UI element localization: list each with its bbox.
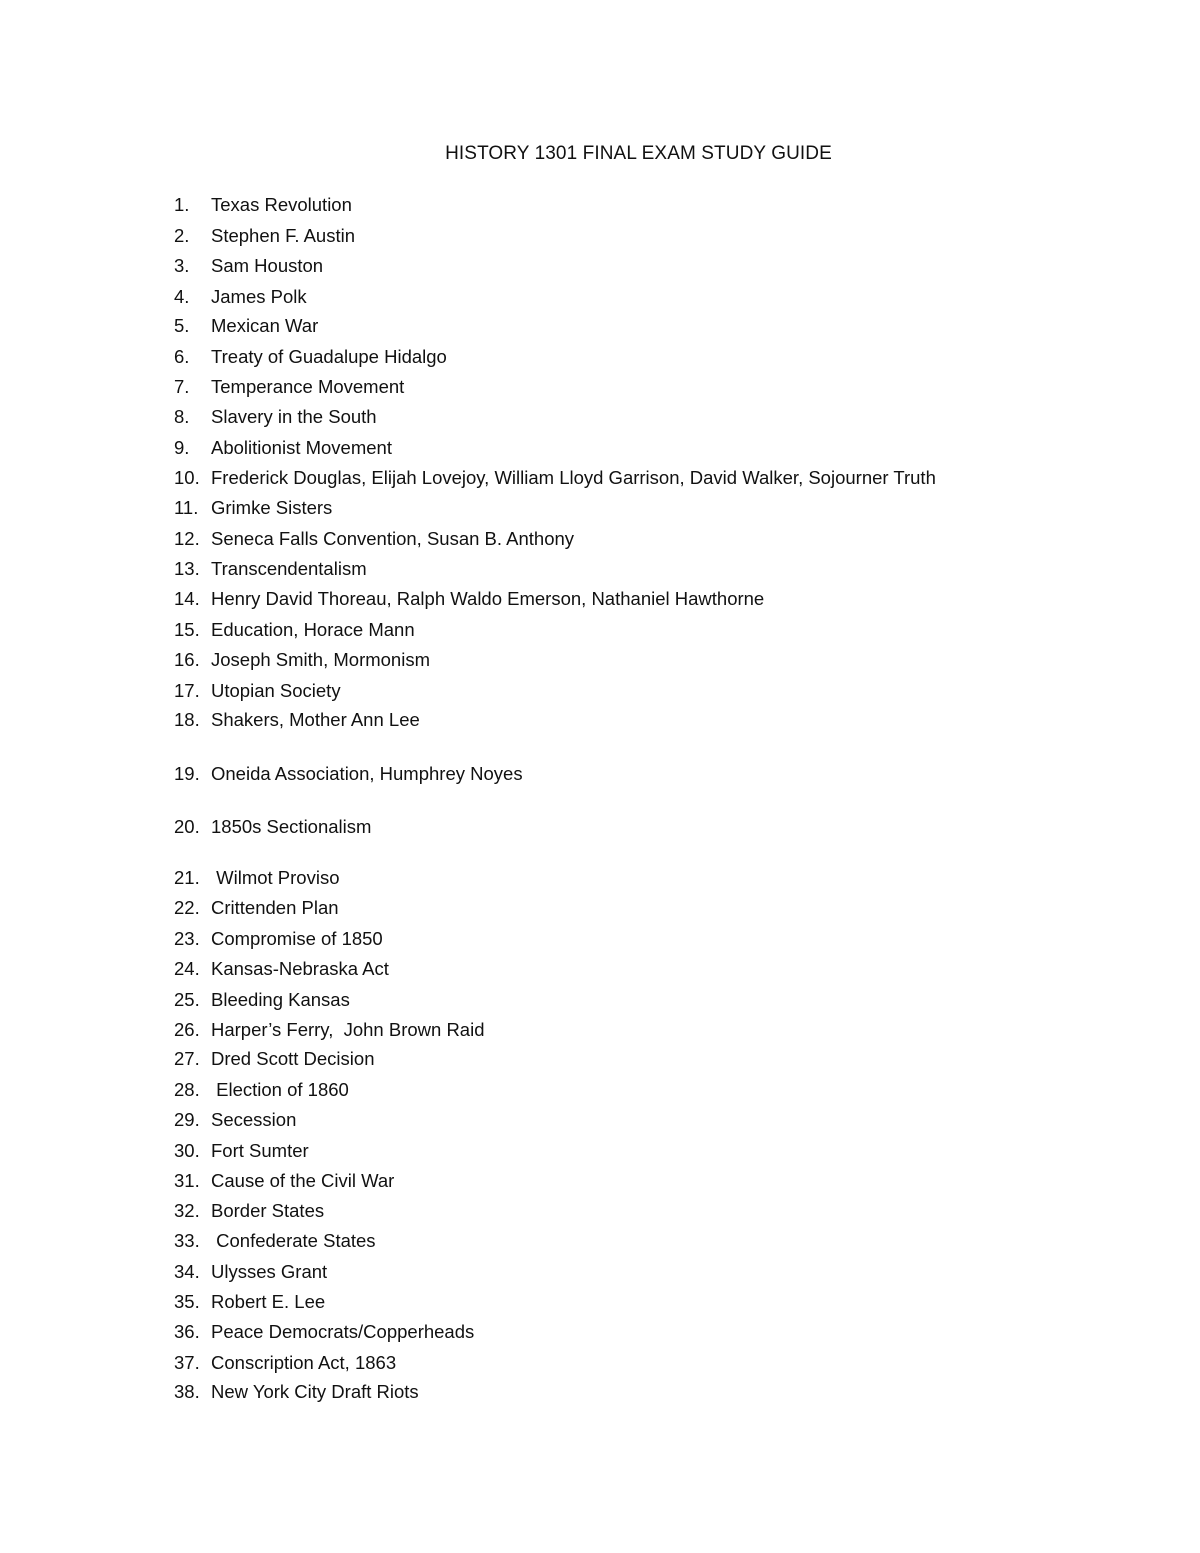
item-text: Crittenden Plan <box>211 897 339 918</box>
item-text: Slavery in the South <box>211 406 377 427</box>
item-number: 29. <box>174 1109 200 1130</box>
item-text: 1850s Sectionalism <box>211 816 372 837</box>
list-item <box>174 1047 374 1071</box>
list-item <box>174 466 936 490</box>
list-item <box>174 1260 327 1284</box>
item-number: 4. <box>174 286 190 307</box>
list-item <box>174 224 355 248</box>
list-item <box>174 1078 349 1102</box>
item-number: 10. <box>174 467 200 488</box>
item-text: Joseph Smith, Mormonism <box>211 649 430 670</box>
item-text: Seneca Falls Convention, Susan B. Anthony <box>211 528 575 549</box>
list-item <box>174 1169 394 1193</box>
item-number: 27. <box>174 1048 200 1069</box>
item-text: Bleeding Kansas <box>211 989 350 1010</box>
item-text: Utopian Society <box>211 680 341 701</box>
list-item <box>174 375 404 399</box>
list-item <box>174 1108 296 1132</box>
item-number: 12. <box>174 528 200 549</box>
item-number: 2. <box>174 225 190 246</box>
item-text: Robert E. Lee <box>211 1291 326 1312</box>
item-text: Compromise of 1850 <box>211 928 383 949</box>
item-number: 18. <box>174 709 200 730</box>
item-number: 20. <box>174 816 200 837</box>
item-text: Mexican War <box>211 315 319 336</box>
list-item <box>174 496 332 520</box>
list-item <box>174 1290 325 1314</box>
list-item <box>174 345 447 369</box>
item-number: 38. <box>174 1381 200 1402</box>
item-text: Border States <box>211 1200 325 1221</box>
item-number: 5. <box>174 315 190 336</box>
list-item <box>174 285 307 309</box>
list-item <box>174 193 352 217</box>
item-text: Peace Democrats/Copperheads <box>211 1321 475 1342</box>
item-text: Election of 1860 <box>211 1079 349 1100</box>
item-text: New York City Draft Riots <box>211 1381 419 1402</box>
item-text: Oneida Association, Humphrey Noyes <box>211 763 523 784</box>
item-number: 22. <box>174 897 200 918</box>
item-number: 31. <box>174 1170 200 1191</box>
item-text: Cause of the Civil War <box>211 1170 395 1191</box>
item-text: Frederick Douglas, Elijah Lovejoy, William Lloyd Garrison, David Walker, Sojourner Truth <box>211 467 936 488</box>
list-item <box>174 1199 324 1223</box>
item-number: 24. <box>174 958 200 979</box>
item-text: Stephen F. Austin <box>211 225 355 246</box>
list-item <box>174 866 340 890</box>
item-number: 30. <box>174 1140 200 1161</box>
item-number: 13. <box>174 558 200 579</box>
list-item <box>174 1320 474 1344</box>
item-text: Conscription Act, 1863 <box>211 1352 397 1373</box>
item-number: 26. <box>174 1019 200 1040</box>
item-text: Texas Revolution <box>211 194 352 215</box>
item-number: 23. <box>174 928 200 949</box>
list-item <box>174 957 389 981</box>
item-text: Henry David Thoreau, Ralph Waldo Emerson, Nathaniel Hawthorne <box>211 588 765 609</box>
item-text: Shakers, Mother Ann Lee <box>211 709 420 730</box>
item-text: Temperance Movement <box>211 376 405 397</box>
item-text: Fort Sumter <box>211 1140 309 1161</box>
list-item <box>174 587 764 611</box>
item-number: 19. <box>174 763 200 784</box>
list-item <box>174 557 367 581</box>
list-item <box>174 815 371 839</box>
item-number: 34. <box>174 1261 200 1282</box>
item-number: 6. <box>174 346 190 367</box>
item-text: Dred Scott Decision <box>211 1048 375 1069</box>
item-number: 32. <box>174 1200 200 1221</box>
item-number: 33. <box>174 1230 200 1251</box>
item-text: Kansas-Nebraska Act <box>211 958 389 979</box>
item-number: 36. <box>174 1321 200 1342</box>
item-text: Secession <box>211 1109 297 1130</box>
list-item <box>174 1380 419 1404</box>
item-number: 8. <box>174 406 190 427</box>
item-number: 25. <box>174 989 200 1010</box>
item-number: 35. <box>174 1291 200 1312</box>
list-item <box>174 314 318 338</box>
item-text: Grimke Sisters <box>211 497 333 518</box>
list-item <box>174 1351 396 1375</box>
item-text: Sam Houston <box>211 255 324 276</box>
item-number: 14. <box>174 588 200 609</box>
list-item <box>174 988 350 1012</box>
item-text: Confederate States <box>211 1230 376 1251</box>
list-item <box>174 1018 485 1042</box>
item-text: Ulysses Grant <box>211 1261 328 1282</box>
item-number: 28. <box>174 1079 200 1100</box>
list-item <box>174 679 341 703</box>
list-item <box>174 405 377 429</box>
item-text: Transcendentalism <box>211 558 367 579</box>
item-text: Education, Horace Mann <box>211 619 415 640</box>
page-title: HISTORY 1301 FINAL EXAM STUDY GUIDE <box>445 143 832 164</box>
item-number: 9. <box>174 437 190 458</box>
item-text: James Polk <box>211 286 307 307</box>
item-text: Wilmot Proviso <box>211 867 340 888</box>
item-text: Abolitionist Movement <box>211 437 392 458</box>
list-item <box>174 1139 309 1163</box>
item-number: 17. <box>174 680 200 701</box>
list-item <box>174 762 523 786</box>
list-item <box>174 436 392 460</box>
item-text: Harper’s Ferry, John Brown Raid <box>211 1019 485 1040</box>
item-number: 11. <box>174 497 199 518</box>
item-number: 15. <box>174 619 200 640</box>
list-item <box>174 254 323 278</box>
item-number: 16. <box>174 649 200 670</box>
item-text: Treaty of Guadalupe Hidalgo <box>211 346 447 367</box>
list-item <box>174 708 420 732</box>
list-item <box>174 648 430 672</box>
item-number: 7. <box>174 376 190 397</box>
item-number: 37. <box>174 1352 200 1373</box>
item-number: 21. <box>174 867 200 888</box>
item-number: 1. <box>174 194 190 215</box>
item-number: 3. <box>174 255 190 276</box>
list-item <box>174 618 415 642</box>
list-item <box>174 1229 376 1253</box>
list-item <box>174 927 383 951</box>
list-item <box>174 896 339 920</box>
list-item <box>174 527 574 551</box>
